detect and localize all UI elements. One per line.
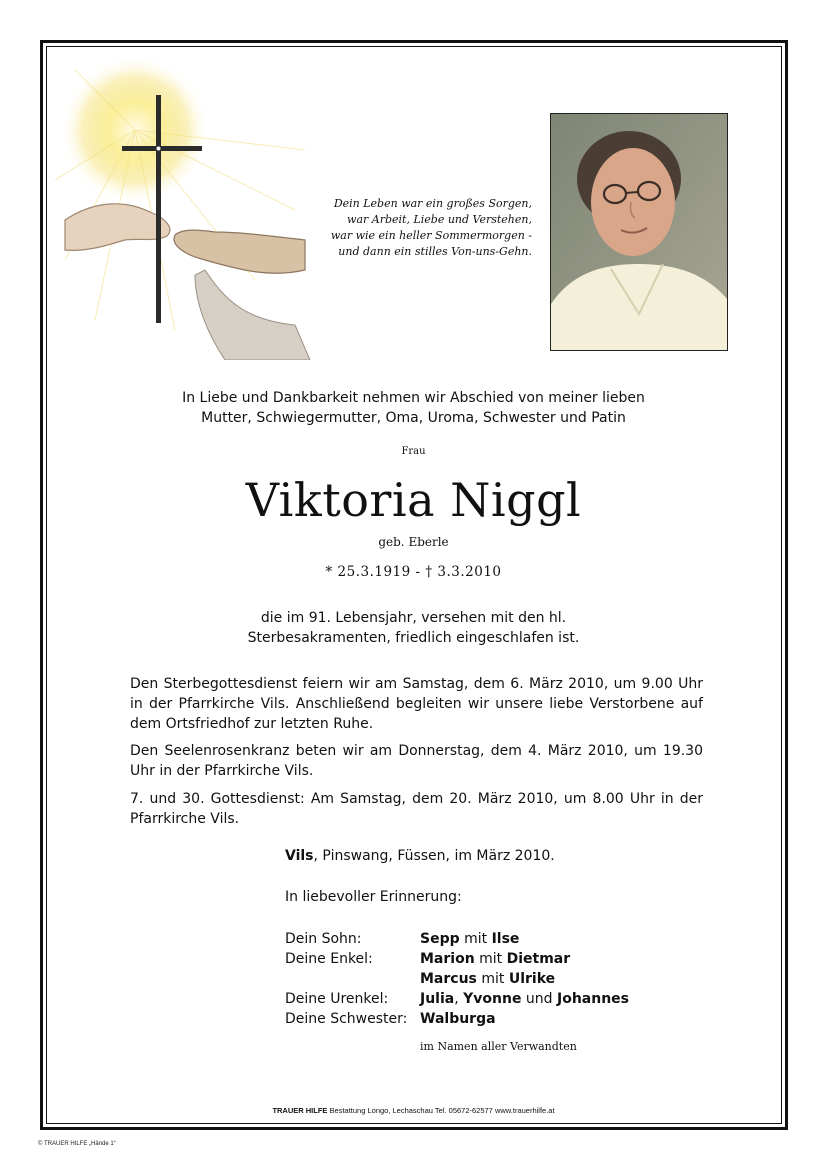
salutation: Frau [401, 446, 426, 457]
poem [320, 196, 532, 260]
life-dates: * 25.3.1919 - † 3.3.2010 [325, 564, 502, 580]
footer-brand: TRAUER HILFE [272, 1106, 328, 1115]
intro-line: In Liebe und Dankbarkeit nehmen wir Abschied von meiner lieben [182, 390, 645, 406]
portrait-photo [550, 113, 728, 351]
family-names: Marion mit Dietmar [420, 951, 571, 967]
relation-label: Dein Sohn: [285, 931, 362, 947]
intro-line: Mutter, Schwiegermutter, Oma, Uroma, Schwester und Patin [201, 410, 626, 426]
hand-right-shape [174, 230, 305, 273]
family-names: Marcus mit Ulrike [420, 971, 556, 987]
poem-line: und dann ein stilles Von-uns-Gehn. [338, 245, 532, 258]
memorial-mass-paragraph: 7. und 30. Gottesdienst: Am Samstag, dem 20. März 2010, um 8.00 Uhr in der Pfarrkirche Vils. [130, 791, 703, 827]
poem-line: war wie ein heller Sommermorgen - [330, 229, 532, 242]
age-statement [0, 608, 827, 648]
relation-label: Deine Schwester: [285, 1011, 408, 1027]
age-line: die im 91. Lebensjahr, versehen mit den hl. [260, 610, 567, 626]
cross-horizontal [122, 146, 202, 151]
place-rest: , Pinswang, Füssen, im März 2010. [313, 848, 555, 864]
place-bold: Vils [285, 848, 314, 864]
place-date [285, 848, 555, 864]
cross-hands-illustration [55, 60, 320, 360]
cross-vertical [156, 95, 161, 323]
deceased-name: Viktoria Niggl [245, 473, 582, 527]
relation-label: Deine Enkel: [285, 951, 373, 967]
rosary-paragraph: Den Seelenrosenkranz beten wir am Donnerstag, dem 4. März 2010, um 19.30 Uhr in der Pfarrkirche Vils. [130, 743, 703, 779]
maiden-name: geb. Eberle [378, 535, 449, 549]
hand-left-shape [65, 204, 170, 251]
relatives-note: im Namen aller Verwandten [420, 1040, 577, 1053]
footer-text: Bestattung Longo, Lechaschau Tel. 05672-62577 www.trauerhilfe.at [329, 1106, 555, 1115]
in-memory-line: In liebevoller Erinnerung: [285, 889, 462, 905]
copyright-note: © TRAUER HILFE „Hände 1“ [38, 1141, 116, 1147]
footer [0, 1106, 827, 1115]
age-line: Sterbesakramenten, friedlich eingeschlafen ist. [247, 630, 580, 646]
family-names: Walburga [420, 1011, 496, 1027]
poem-line: Dein Leben war ein großes Sorgen, [333, 197, 532, 210]
family-names: Julia, Yvonne und Johannes [420, 991, 630, 1007]
funeral-service-paragraph: Den Sterbegottesdienst feiern wir am Samstag, dem 6. März 2010, um 9.00 Uhr in der Pfarrkirche Vils. Anschließend begleiten wir unsere liebe Verstorbene auf dem Ortsfriedhof zur letzten Ruhe. [130, 676, 703, 732]
poem-line: war Arbeit, Liebe und Verstehen, [347, 213, 532, 226]
family-names: Sepp mit Ilse [420, 931, 520, 947]
relation-label: Deine Urenkel: [285, 991, 389, 1007]
intro-text [0, 388, 827, 428]
